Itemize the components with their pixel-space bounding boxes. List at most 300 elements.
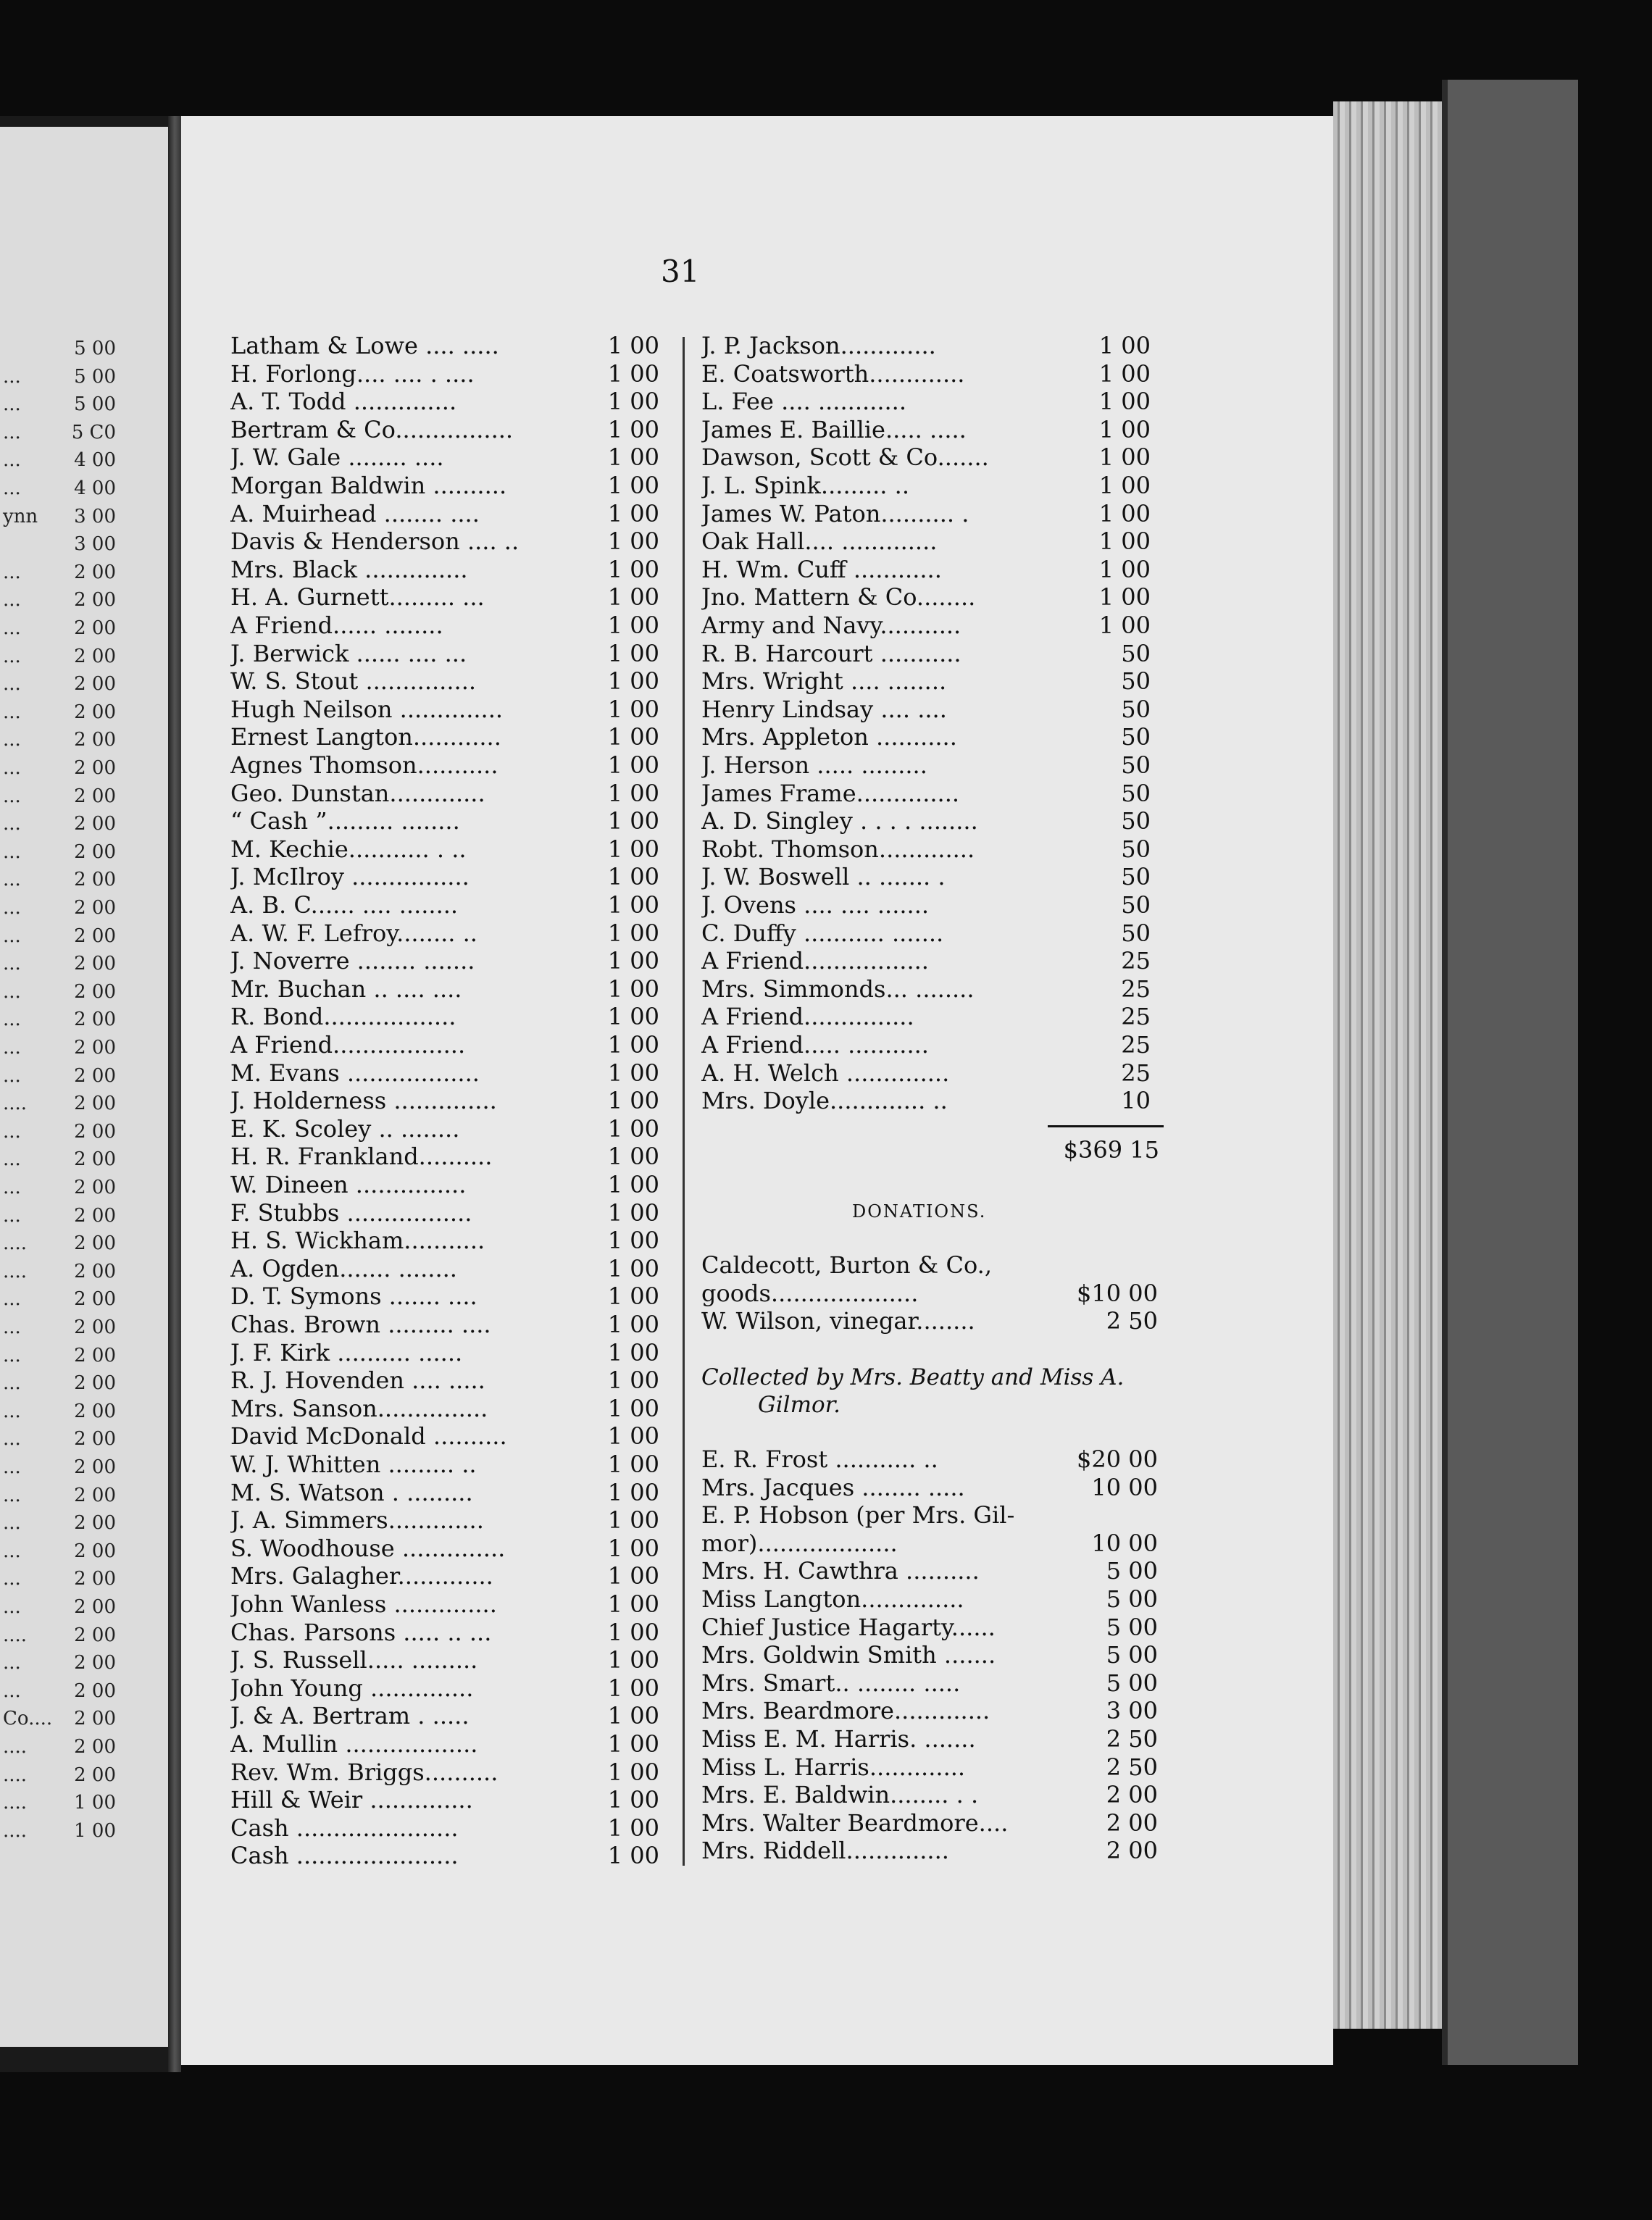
subscriber-row-name: Davis & Henderson .... .. bbox=[230, 527, 520, 556]
collected-row bbox=[701, 1530, 1158, 1557]
collected-row-amount: 5 00 bbox=[1106, 1669, 1158, 1697]
previous-page-row-text: ... bbox=[3, 980, 21, 1003]
subscriber-row bbox=[230, 1311, 659, 1338]
collected-row-name: Miss L. Harris............. bbox=[701, 1753, 966, 1781]
collected-row-name: mor)................... bbox=[701, 1529, 898, 1557]
subscriber-row-amount: 50 bbox=[1121, 639, 1151, 667]
previous-page-row-amount: 2 00 bbox=[74, 757, 116, 779]
subscriber-row bbox=[701, 835, 1151, 863]
subscriber-row bbox=[230, 1702, 659, 1729]
subscriber-row bbox=[230, 1590, 659, 1618]
previous-page-row-text: .... bbox=[3, 1624, 28, 1646]
previous-page-row bbox=[3, 1118, 116, 1146]
subscriber-row-name: J. Holderness .............. bbox=[230, 1087, 497, 1115]
subscriber-row-name: J. McIlroy ................ bbox=[230, 863, 470, 891]
subscriber-row-name: H. Forlong.... .... . .... bbox=[230, 359, 475, 388]
previous-page-row bbox=[3, 698, 116, 726]
previous-page-row-amount: 3 00 bbox=[74, 533, 116, 556]
collected-row-amount: 5 00 bbox=[1106, 1641, 1158, 1669]
subscriber-row bbox=[230, 975, 659, 1003]
subscriber-row bbox=[230, 583, 659, 611]
subscriber-row bbox=[230, 556, 659, 583]
subscriber-row-amount: 1 00 bbox=[607, 1451, 659, 1478]
previous-page-row-amount: 2 00 bbox=[74, 897, 116, 919]
subscriber-row bbox=[230, 612, 659, 639]
previous-page-row-text: ... bbox=[3, 1484, 21, 1506]
subscriber-row bbox=[230, 360, 659, 388]
previous-page-row-amount: 2 00 bbox=[74, 925, 116, 947]
subscriber-row-amount: 1 00 bbox=[607, 472, 659, 499]
subscriber-row bbox=[230, 696, 659, 723]
previous-page-row-text: ... bbox=[3, 869, 21, 891]
subscriber-row-name: Mrs. Doyle............. .. bbox=[701, 1087, 948, 1115]
subscriber-row-name: Hill & Weir .............. bbox=[230, 1786, 473, 1814]
subscriber-row-name: Mrs. Appleton ........... bbox=[701, 723, 957, 751]
collected-row-name: Miss E. M. Harris. ....... bbox=[701, 1725, 976, 1753]
previous-page-row bbox=[3, 754, 116, 782]
subscriber-row-name: Jno. Mattern & Co........ bbox=[701, 583, 976, 612]
subscriber-row-amount: 1 00 bbox=[607, 1366, 659, 1395]
previous-page-row-text: ... bbox=[3, 1120, 21, 1143]
subscriber-row-amount: 25 bbox=[1121, 947, 1151, 975]
subscriber-row-name: A. H. Welch .............. bbox=[701, 1059, 950, 1087]
subscriber-row-name: J. W. Gale ........ .... bbox=[230, 443, 444, 472]
previous-page-row-text: ... bbox=[3, 645, 21, 667]
subscriber-row-amount: 1 00 bbox=[607, 1143, 659, 1171]
subscriber-row-amount: 1 00 bbox=[607, 1562, 659, 1590]
subscriber-row-amount: 1 00 bbox=[607, 667, 659, 696]
subscriber-row-name: A. Ogden....... ........ bbox=[230, 1254, 457, 1282]
subscriber-row-name: J. Ovens .... .... ....... bbox=[701, 891, 930, 919]
collected-row-amount: 5 00 bbox=[1106, 1613, 1158, 1641]
previous-page-row-amount: 2 00 bbox=[74, 617, 116, 639]
subscriber-row-amount: 1 00 bbox=[607, 1674, 659, 1702]
subscriber-row-amount: 1 00 bbox=[607, 1842, 659, 1870]
subscriber-row-amount: 1 00 bbox=[607, 1394, 659, 1422]
subscriber-row-amount: 1 00 bbox=[607, 527, 659, 556]
previous-page-row-text: ... bbox=[3, 1372, 21, 1395]
previous-page-row bbox=[3, 978, 116, 1006]
previous-page-row-text: ... bbox=[3, 785, 21, 807]
previous-page-row-text: ... bbox=[3, 1400, 21, 1422]
previous-page-row bbox=[3, 475, 116, 502]
subscriber-row-name: John Wanless .............. bbox=[230, 1590, 497, 1618]
subscriber-row bbox=[230, 1786, 659, 1814]
subscriber-row bbox=[701, 640, 1151, 667]
collected-row bbox=[701, 1725, 1158, 1753]
subscriber-row-name: Latham & Lowe .... ..... bbox=[230, 332, 499, 359]
previous-page-row bbox=[3, 1090, 116, 1117]
previous-page-row-amount: 2 00 bbox=[74, 589, 116, 612]
subscriber-row-name: Army and Navy........... bbox=[701, 612, 961, 639]
subscriber-row-name: Oak Hall.... ............. bbox=[701, 527, 938, 556]
collected-row bbox=[701, 1697, 1158, 1724]
subscriber-row bbox=[230, 1619, 659, 1646]
previous-page-row bbox=[3, 1509, 116, 1537]
subscriber-row-name: A. Muirhead ........ .... bbox=[230, 499, 480, 527]
subscriber-row-amount: 1 00 bbox=[607, 1227, 659, 1255]
subscriber-row-amount: 50 bbox=[1121, 863, 1151, 891]
previous-page-row-text: ... bbox=[3, 1177, 21, 1198]
previous-page-row-amount: 2 00 bbox=[74, 645, 116, 667]
subscriber-row-amount: 1 00 bbox=[607, 1702, 659, 1730]
collected-row bbox=[701, 1557, 1158, 1585]
previous-page bbox=[0, 127, 172, 2047]
subscriber-row bbox=[230, 1115, 659, 1143]
previous-page-row-text: ... bbox=[3, 1652, 21, 1674]
subscriber-row bbox=[701, 975, 1151, 1003]
subscriber-row bbox=[230, 1506, 659, 1534]
subscriber-row-amount: 1 00 bbox=[607, 1758, 659, 1786]
previous-page-row-amount: 2 00 bbox=[74, 1148, 116, 1171]
donation-row bbox=[701, 1251, 1158, 1279]
subscriber-row bbox=[701, 947, 1151, 975]
subscriber-row-amount: 50 bbox=[1121, 723, 1151, 751]
subscriber-row bbox=[230, 1842, 659, 1869]
previous-page-row-text: .... bbox=[3, 1764, 28, 1786]
subscriber-row-name: Mrs. Wright .... ........ bbox=[701, 667, 947, 696]
subscriber-row-name: A Friend................. bbox=[701, 947, 929, 975]
collected-row-name: Mrs. Jacques ........ ..... bbox=[701, 1473, 965, 1501]
subscriber-row-name: A. B. C...... .... ........ bbox=[230, 891, 459, 919]
donation-row bbox=[701, 1307, 1158, 1335]
subscriber-row-amount: 1 00 bbox=[607, 443, 659, 472]
previous-page-row bbox=[3, 1034, 116, 1061]
collected-row-amount: 10 00 bbox=[1091, 1473, 1158, 1501]
previous-page-row bbox=[3, 1733, 116, 1761]
subscriber-row-name: Chas. Parsons ..... .. ... bbox=[230, 1618, 492, 1646]
previous-page-row-text: ... bbox=[3, 1064, 21, 1087]
book-gutter bbox=[168, 116, 181, 2072]
subscriber-row-name: Robt. Thomson............. bbox=[701, 835, 975, 863]
subscriber-row bbox=[230, 1003, 659, 1030]
subscriber-row-amount: 25 bbox=[1121, 1003, 1151, 1031]
subscriber-row-name: H. S. Wickham........... bbox=[230, 1227, 485, 1255]
subscriber-row bbox=[230, 919, 659, 947]
previous-page-row bbox=[3, 1314, 116, 1341]
subscriber-row bbox=[701, 919, 1151, 947]
previous-page-row bbox=[3, 1677, 116, 1705]
previous-page-row-amount: 5 C0 bbox=[71, 421, 116, 443]
previous-page-row-text: ... bbox=[3, 673, 21, 696]
previous-page-row-text: ... bbox=[3, 393, 21, 416]
subscriber-row bbox=[230, 1255, 659, 1282]
subscriber-row-name: M. S. Watson . ......... bbox=[230, 1478, 473, 1506]
subscriber-row-amount: 1 00 bbox=[607, 1422, 659, 1451]
subscriber-row-name: Henry Lindsay .... .... bbox=[701, 695, 947, 723]
subscriber-row-name: W. J. Whitten ......... .. bbox=[230, 1451, 477, 1478]
subscriber-row bbox=[701, 1059, 1151, 1087]
previous-page-row-text: ... bbox=[3, 1204, 21, 1227]
previous-page-row bbox=[3, 614, 116, 642]
previous-page-row bbox=[3, 1593, 116, 1621]
previous-page-row-amount: 2 00 bbox=[74, 1120, 116, 1143]
previous-page-row-amount: 2 00 bbox=[74, 561, 116, 583]
previous-page-row-text: ... bbox=[3, 477, 21, 499]
subscriber-row-amount: 1 00 bbox=[607, 499, 659, 527]
previous-page-row-text: ... bbox=[3, 729, 21, 751]
collected-row-amount: 3 00 bbox=[1106, 1697, 1158, 1725]
subscriber-row-name: R. B. Harcourt ........... bbox=[701, 639, 961, 667]
subscriber-row-name: W. Dineen ............... bbox=[230, 1171, 467, 1198]
collected-row-name: Chief Justice Hagarty...... bbox=[701, 1613, 996, 1641]
previous-page-row-amount: 5 00 bbox=[74, 365, 116, 388]
subscriber-row bbox=[701, 780, 1151, 807]
subscriber-row-name: J. Herson ..... ......... bbox=[701, 751, 927, 779]
collected-row bbox=[701, 1614, 1158, 1641]
collected-row-amount: 2 50 bbox=[1106, 1725, 1158, 1753]
subscriber-row bbox=[230, 640, 659, 667]
previous-page-row-amount: 2 00 bbox=[74, 1596, 116, 1618]
previous-page-row bbox=[3, 1761, 116, 1789]
previous-page-row-amount: 2 00 bbox=[74, 1708, 116, 1730]
previous-page-row-amount: 2 00 bbox=[74, 1484, 116, 1506]
subscriber-row-name: Mrs. Sanson............... bbox=[230, 1394, 488, 1422]
subscriber-row-name: Bertram & Co................ bbox=[230, 415, 514, 443]
previous-page-row bbox=[3, 950, 116, 977]
subscriber-row-amount: 1 00 bbox=[607, 1059, 659, 1087]
collected-row bbox=[701, 1445, 1158, 1473]
collected-row-name: E. R. Frost ........... .. bbox=[701, 1445, 938, 1473]
previous-page-row-amount: 5 00 bbox=[74, 393, 116, 416]
previous-page-row-amount: 2 00 bbox=[74, 1512, 116, 1535]
collected-row bbox=[701, 1501, 1158, 1529]
previous-page-row-text: ynn bbox=[3, 505, 38, 527]
subscriber-row-amount: 50 bbox=[1121, 667, 1151, 696]
previous-page-row-text: ... bbox=[3, 449, 21, 472]
previous-page-row-amount: 5 00 bbox=[74, 338, 116, 359]
subscriber-row bbox=[230, 443, 659, 471]
previous-page-row-amount: 2 00 bbox=[74, 980, 116, 1003]
previous-page-row-text: ... bbox=[3, 1540, 21, 1562]
previous-page-row bbox=[3, 1202, 116, 1230]
collected-row-name: Mrs. Smart.. ........ ..... bbox=[701, 1669, 961, 1697]
subscriber-row-amount: 1 00 bbox=[607, 1814, 659, 1842]
subscriber-row-name: Rev. Wm. Briggs.......... bbox=[230, 1758, 498, 1786]
previous-page-row bbox=[3, 503, 116, 530]
subscriber-row-name: Cash ...................... bbox=[230, 1842, 459, 1870]
previous-page-row bbox=[3, 922, 116, 950]
subscriber-row bbox=[701, 500, 1151, 527]
subscriber-row-name: Geo. Dunstan............. bbox=[230, 779, 485, 807]
subscriber-row bbox=[230, 863, 659, 890]
previous-page-row bbox=[3, 335, 116, 362]
previous-page-row bbox=[3, 810, 116, 838]
subscriber-row bbox=[701, 1087, 1151, 1114]
subscriber-row-amount: 50 bbox=[1121, 751, 1151, 779]
subscriber-row bbox=[230, 1087, 659, 1114]
previous-page-row-amount: 2 00 bbox=[74, 1568, 116, 1590]
previous-page-row-text: ... bbox=[3, 757, 21, 779]
previous-page-row-text: ... bbox=[3, 840, 21, 863]
subscriber-row-amount: 1 00 bbox=[607, 1786, 659, 1814]
subscriber-row-name: J. Noverre ........ ....... bbox=[230, 947, 475, 975]
subscriber-row-amount: 1 00 bbox=[607, 1730, 659, 1758]
subscriber-row-amount: 1 00 bbox=[1098, 388, 1151, 416]
page-edges bbox=[1333, 101, 1442, 2029]
subscriber-row-name: J. A. Simmers............. bbox=[230, 1506, 484, 1535]
previous-page-row bbox=[3, 419, 116, 446]
subscriber-row-amount: 1 00 bbox=[607, 1338, 659, 1366]
subscriber-row-amount: 1 00 bbox=[1098, 612, 1151, 639]
subscriber-row bbox=[230, 1730, 659, 1758]
subscriber-row-name: Dawson, Scott & Co....... bbox=[701, 443, 989, 472]
subscriber-row bbox=[230, 1031, 659, 1059]
subscriber-row bbox=[701, 863, 1151, 890]
previous-page-row-amount: 2 00 bbox=[74, 673, 116, 696]
subscriber-row bbox=[230, 1758, 659, 1786]
subscriber-row-amount: 1 00 bbox=[607, 332, 659, 359]
subscriber-row bbox=[230, 1339, 659, 1366]
subscriber-row-name: C. Duffy ........... ....... bbox=[701, 919, 944, 947]
subscriber-row-amount: 1 00 bbox=[1098, 555, 1151, 583]
subscriber-row-amount: 1 00 bbox=[607, 1003, 659, 1031]
subscriber-row bbox=[230, 388, 659, 415]
previous-page-row-amount: 2 00 bbox=[74, 1288, 116, 1311]
subscriber-row-name: J. W. Boswell .. ....... . bbox=[701, 863, 946, 891]
subscriber-row-name: Mr. Buchan .. .... .... bbox=[230, 975, 462, 1003]
previous-page-row bbox=[3, 1174, 116, 1201]
subscriber-row-amount: 50 bbox=[1121, 835, 1151, 863]
subscriber-row-name: J. Berwick ...... .... ... bbox=[230, 639, 467, 667]
subscriber-row-name: Agnes Thomson........... bbox=[230, 751, 498, 779]
subscriber-row-amount: 1 00 bbox=[607, 1282, 659, 1311]
subscriber-row-name: M. Kechie........... . .. bbox=[230, 835, 467, 863]
subscriber-row bbox=[701, 667, 1151, 695]
subscriber-row-name: D. T. Symons ....... .... bbox=[230, 1282, 477, 1311]
collected-note-continued: Gilmor. bbox=[758, 1392, 840, 1418]
previous-page-row-text: ... bbox=[3, 421, 21, 443]
previous-page-row-amount: 2 00 bbox=[74, 1764, 116, 1786]
subscriber-row bbox=[230, 1814, 659, 1842]
previous-page-row-text: ... bbox=[3, 925, 21, 947]
subscriber-row bbox=[230, 723, 659, 751]
previous-page-row-text: ... bbox=[3, 813, 21, 835]
subscriber-row-amount: 1 00 bbox=[607, 1590, 659, 1618]
subscriber-row-name: A Friend............... bbox=[701, 1003, 914, 1031]
subscriber-row-amount: 1 00 bbox=[1098, 583, 1151, 612]
subscriber-row-name: “ Cash ”......... ........ bbox=[230, 807, 460, 835]
subscriber-row-name: W. S. Stout ............... bbox=[230, 667, 477, 696]
subscriber-row-name: A. T. Todd .............. bbox=[230, 388, 457, 416]
subscriber-row-amount: 1 00 bbox=[1098, 359, 1151, 388]
previous-page-row-amount: 4 00 bbox=[74, 477, 116, 499]
previous-page-row-amount: 2 00 bbox=[74, 1344, 116, 1366]
subscriber-row-name: A Friend.................. bbox=[230, 1031, 466, 1059]
previous-page-row bbox=[3, 363, 116, 391]
previous-page-row-text: ... bbox=[3, 1037, 21, 1059]
subscriber-row-amount: 1 00 bbox=[607, 1311, 659, 1338]
previous-page-row bbox=[3, 1565, 116, 1593]
subscriber-row bbox=[230, 1395, 659, 1422]
subscriber-row bbox=[230, 1282, 659, 1310]
previous-page-row-amount: 2 00 bbox=[74, 1260, 116, 1282]
subscriber-row bbox=[230, 891, 659, 919]
subscriber-row-name: E. Coatsworth............. bbox=[701, 359, 965, 388]
subscriber-row-amount: 1 00 bbox=[607, 415, 659, 443]
previous-page-row bbox=[3, 1649, 116, 1677]
previous-page-row bbox=[3, 670, 116, 698]
subscriber-row-amount: 1 00 bbox=[607, 1171, 659, 1198]
previous-page-row bbox=[3, 1369, 116, 1397]
subscriber-row bbox=[701, 556, 1151, 583]
subscriber-row bbox=[701, 751, 1151, 779]
subscriber-row bbox=[230, 1199, 659, 1227]
subscriber-row bbox=[230, 807, 659, 835]
previous-page-row bbox=[3, 726, 116, 754]
subscriber-row-name: J. P. Jackson............. bbox=[701, 332, 936, 359]
subscriber-row-amount: 1 00 bbox=[607, 388, 659, 416]
subscriber-row-name: A Friend...... ........ bbox=[230, 612, 443, 639]
book-cover-edge bbox=[1442, 80, 1578, 2065]
subscriber-row bbox=[230, 527, 659, 555]
subscriber-row bbox=[230, 1479, 659, 1506]
subscriber-row-amount: 50 bbox=[1121, 891, 1151, 919]
previous-page-row-text: ... bbox=[3, 1679, 21, 1702]
subscriber-row bbox=[701, 612, 1151, 639]
previous-page-row bbox=[3, 586, 116, 614]
donation-row-amount: $10 00 bbox=[1077, 1279, 1158, 1307]
previous-page-row bbox=[3, 838, 116, 866]
subscriber-row-name: A. Mullin .................. bbox=[230, 1730, 478, 1758]
subscriber-row-amount: 1 00 bbox=[607, 975, 659, 1003]
subscriber-row-name: J. S. Russell..... ......... bbox=[230, 1646, 478, 1674]
previous-page-row bbox=[3, 1537, 116, 1565]
previous-page-row-text: ... bbox=[3, 701, 21, 723]
collected-row bbox=[701, 1641, 1158, 1669]
subscriber-row bbox=[701, 416, 1151, 443]
collected-row-name: Mrs. Riddell.............. bbox=[701, 1837, 949, 1865]
subscriber-row-amount: 25 bbox=[1121, 1059, 1151, 1087]
previous-page-row-amount: 2 00 bbox=[74, 1037, 116, 1059]
subscriber-row bbox=[701, 1003, 1151, 1030]
donation-row bbox=[701, 1280, 1158, 1307]
subscriber-row bbox=[701, 360, 1151, 388]
collected-row-name: Miss Langton.............. bbox=[701, 1585, 964, 1613]
previous-page-row-amount: 2 00 bbox=[74, 1456, 116, 1478]
subscriber-row-name: Cash ...................... bbox=[230, 1814, 459, 1842]
previous-page-row-amount: 4 00 bbox=[74, 449, 116, 472]
total-rule bbox=[1048, 1125, 1164, 1127]
collected-row bbox=[701, 1809, 1158, 1837]
subscriber-row-name: A Friend..... ........... bbox=[701, 1031, 929, 1059]
previous-page-row-text: ... bbox=[3, 1009, 21, 1031]
previous-page-row-text: ... bbox=[3, 365, 21, 388]
subscriber-row-amount: 1 00 bbox=[1098, 332, 1151, 359]
previous-page-row-amount: 2 00 bbox=[74, 1064, 116, 1087]
subscriber-row-name: J. L. Spink......... .. bbox=[701, 472, 909, 499]
subscriber-row-amount: 50 bbox=[1121, 807, 1151, 835]
previous-page-row-text: ... bbox=[3, 589, 21, 612]
previous-page-row-text: ... bbox=[3, 617, 21, 639]
previous-page-row-amount: 2 00 bbox=[74, 953, 116, 975]
subscriber-row-amount: 1 00 bbox=[607, 1478, 659, 1506]
subscriber-row-amount: 1 00 bbox=[607, 807, 659, 835]
collected-row bbox=[701, 1669, 1158, 1697]
subscriber-row bbox=[230, 1535, 659, 1562]
subscriber-row bbox=[230, 667, 659, 695]
collected-row-name: E. P. Hobson (per Mrs. Gil- bbox=[701, 1501, 1015, 1530]
subscriber-row-name: H. Wm. Cuff ............ bbox=[701, 555, 942, 583]
previous-page-row-amount: 2 00 bbox=[74, 1009, 116, 1031]
collected-row-amount: 10 00 bbox=[1091, 1529, 1158, 1557]
subscriber-row bbox=[230, 1366, 659, 1394]
previous-page-row-text: ... bbox=[3, 1428, 21, 1451]
subscriber-row-name: F. Stubbs ................. bbox=[230, 1198, 472, 1227]
previous-page-row-text: ... bbox=[3, 561, 21, 583]
subscriber-row-amount: 50 bbox=[1121, 779, 1151, 807]
subscriber-row bbox=[230, 1674, 659, 1702]
